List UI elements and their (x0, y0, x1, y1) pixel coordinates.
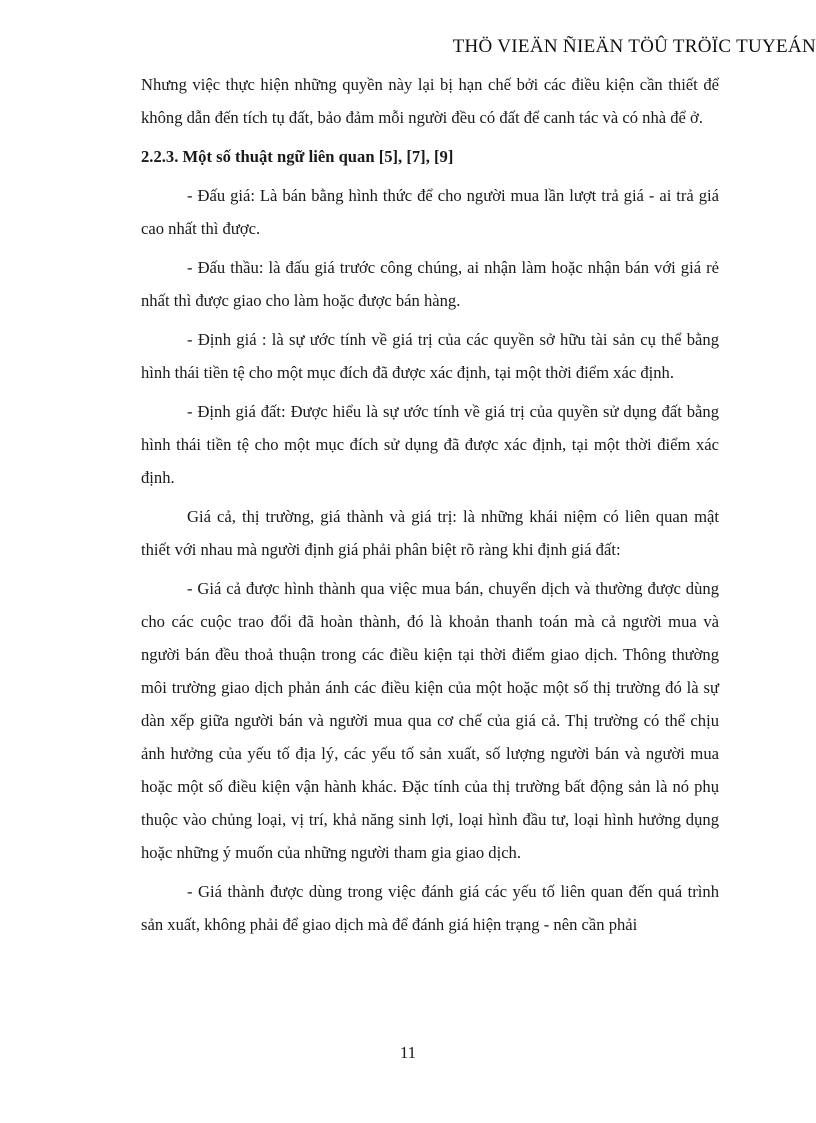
paragraph-dinh-gia-dat: - Định giá đất: Được hiểu là sự ước tính về giá trị của quyền sử dụng đất bằng hình thái tiền tệ cho một mục đích sử dụng đã được xác định, tại một thời điểm xác định. (141, 402, 719, 487)
running-header: THÖ VIEÄN ÑIEÄN TÖÛ TRÖÏC TUYEÁN (452, 36, 816, 57)
paragraph-dinh-gia: - Định giá : là sự ước tính về giá trị của các quyền sở hữu tài sản cụ thể bằng hình thái tiền tệ cho một mục đích đã được xác định, tại một thời điểm xác định. (141, 330, 719, 382)
paragraph-dau-gia: - Đấu giá: Là bán bằng hình thức để cho người mua lần lượt trả giá - ai trả giá cao nhất thì được. (141, 186, 719, 238)
section-heading: 2.2.3. Một số thuật ngữ liên quan [5], [7], [9] (141, 147, 454, 166)
paragraph-intro: Nhưng việc thực hiện những quyền này lại bị hạn chế bởi các điều kiện cần thiết để không dẫn đến tích tụ đất, bảo đảm mỗi người đều có đất để canh tác và có nhà để ở. (141, 75, 719, 127)
paragraph-khai-niem: Giá cả, thị trường, giá thành và giá trị: là những khái niệm có liên quan mật thiết với nhau mà người định giá phải phân biệt rõ ràng khi định giá đất: (141, 507, 719, 559)
page-body (141, 68, 719, 947)
paragraph-gia-ca: - Giá cả được hình thành qua việc mua bán, chuyển dịch và thường được dùng cho các cuộc trao đổi đã hoàn thành, đó là khoản thanh toán mà cả người mua và người bán đều thoả thuận trong các điều kiện tại thời điểm giao dịch. Thông thường môi trường giao dịch phản ánh các điều kiện của một hoặc một số thị trường đó là sự dàn xếp giữa người bán và người mua qua cơ chế của giá cả. Thị trường có thể chịu ảnh hưởng của yếu tố địa lý, các yếu tố sản xuất, số lượng người bán và người mua hoặc một số điều kiện vận hành khác. Đặc tính của thị trường bất động sản là nó phụ thuộc vào chủng loại, vị trí, khả năng sinh lợi, loại hình đầu tư, loại hình hưởng dụng hoặc những ý muốn của những người tham gia giao dịch. (141, 579, 719, 862)
page-number: 11 (399, 1043, 417, 1062)
paragraph-gia-thanh: - Giá thành được dùng trong việc đánh giá các yếu tố liên quan đến quá trình sản xuất, không phải để giao dịch mà để đánh giá hiện trạng - nên cần phải (141, 882, 719, 934)
paragraph-dau-thau: - Đấu thầu: là đấu giá trước công chúng, ai nhận làm hoặc nhận bán với giá rẻ nhất thì được giao cho làm hoặc được bán hàng. (141, 258, 719, 310)
